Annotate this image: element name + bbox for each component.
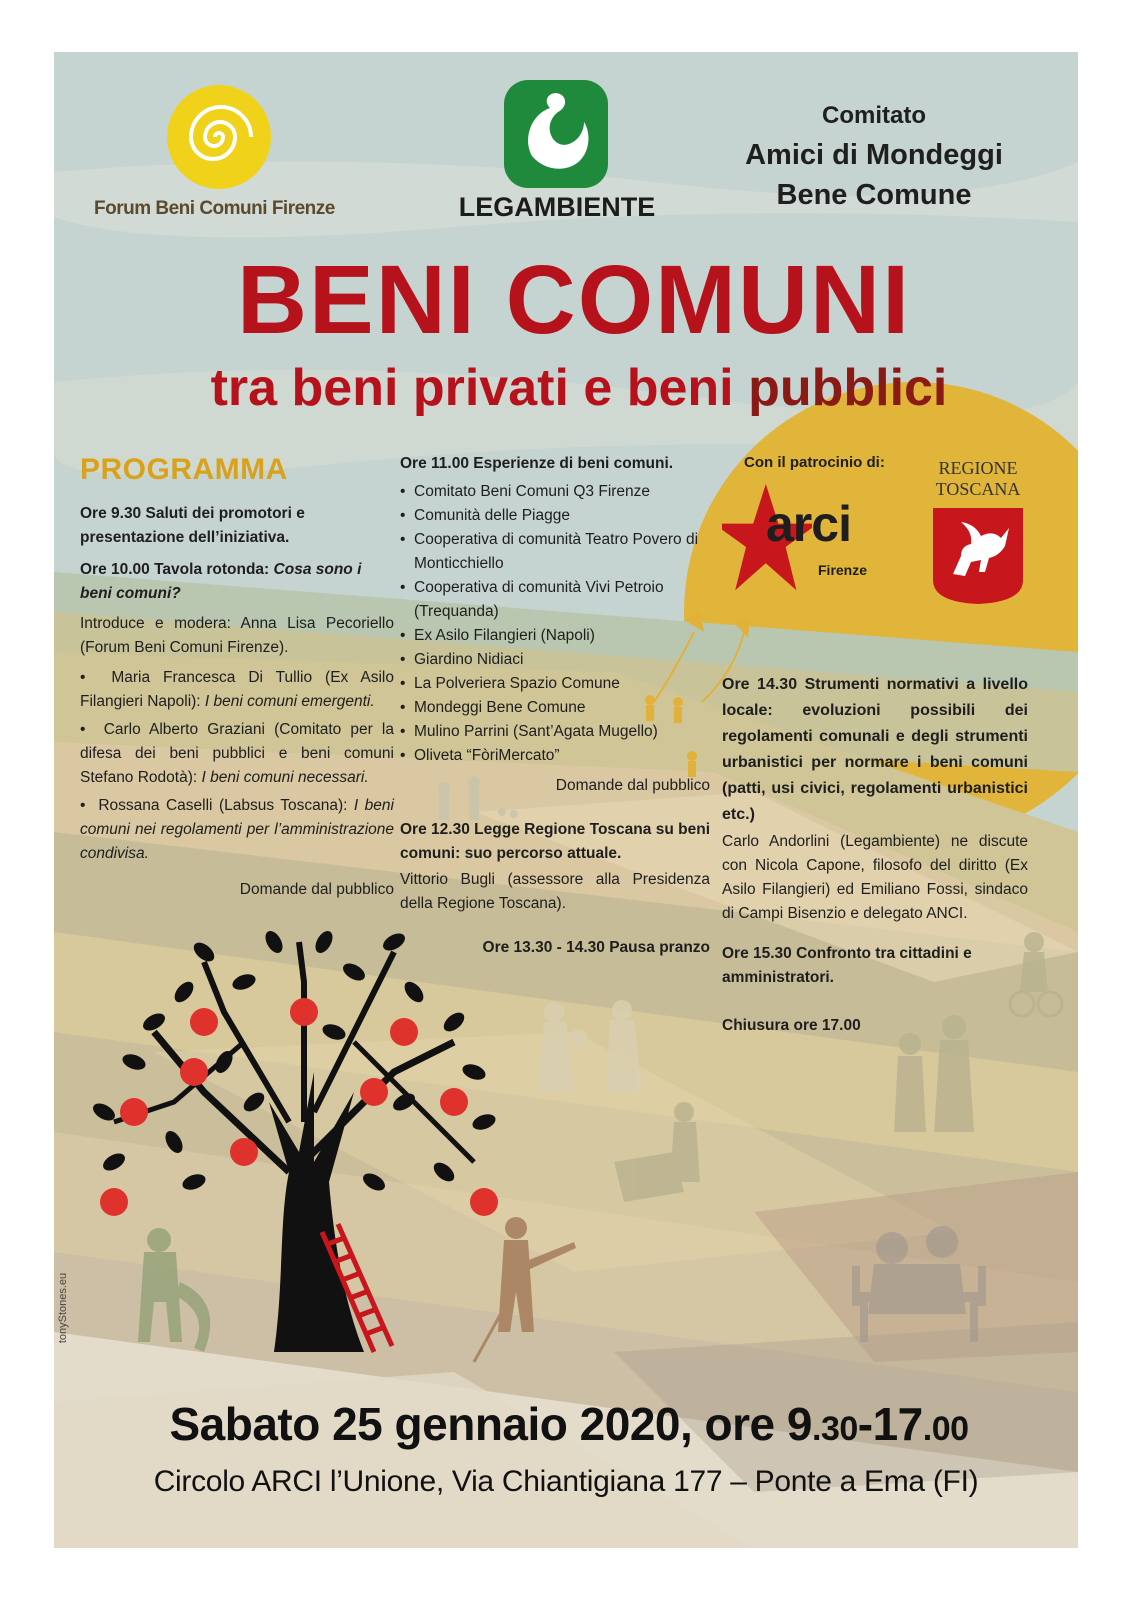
comitato-line2: Amici di Mondeggi (745, 139, 1003, 171)
list-item: • Mondeggi Bene Comune (400, 696, 710, 720)
list-item: • Comitato Beni Comuni Q3 Firenze (400, 480, 710, 504)
speaker-talk: I beni comuni necessari. (201, 769, 369, 786)
speaker-bullet: • (80, 669, 112, 686)
list-item: • Cooperativa di comunità Vivi Petroio (Trequanda) (400, 576, 710, 624)
list-item: • La Polveriera Spazio Comune (400, 672, 710, 696)
speaker-bullet: • (80, 797, 99, 814)
confronto: Ore 15.30 Confronto tra cittadini e amministratori. (722, 945, 972, 986)
subtitle-part2: pubblici (748, 359, 948, 417)
speaker-name: Maria Francesca Di Tullio (Ex Asilo Filangieri Napoli): (80, 669, 394, 710)
speaker-talk: I beni comuni nei regolamenti per l’amministrazione condivisa. (80, 797, 394, 862)
list-item: • Ex Asilo Filangieri (Napoli) (400, 624, 710, 648)
pausa-pranzo: Ore 13.30 - 14.30 Pausa pranzo (482, 939, 710, 956)
esperienze-heading: Ore 11.00 Esperienze di beni comuni. (400, 455, 674, 472)
patrocinio-label: Con il patrocinio di: (744, 454, 885, 471)
strumenti-text: Carlo Andorlini (Legambiente) ne discute con Nicola Capone, filosofo del diritto (Ex Asilo Filangieri) ed Emiliano Fossi, sindaco di Campi Bisenzio e delegato ANCI. (722, 833, 1028, 922)
date-main: Sabato 25 gennaio 2020, ore 9 (169, 1398, 813, 1450)
regione-line2: TOSCANA (935, 479, 1021, 499)
list-item: • Cooperativa di comunità Teatro Povero di Monticchiello (400, 528, 710, 576)
speaker-bullet: • (80, 721, 104, 738)
list-item: • Oliveta “FòriMercato” (400, 744, 710, 768)
chiusura: Chiusura ore 17.00 (722, 1017, 861, 1034)
poster (54, 52, 1078, 1548)
legge-speaker: Vittorio Bugli (assessore alla Presidenza della Regione Toscana). (400, 871, 710, 912)
middle-domande: Domande dal pubblico (555, 777, 710, 794)
arci-text: arci (766, 496, 851, 552)
legge-title: Ore 12.30 Legge Regione Toscana su beni comuni: suo percorso attuale. (400, 821, 710, 862)
item2-title-italic: Cosa sono i beni comuni? (80, 561, 362, 602)
illustrator-credit: tonyStones.eu (57, 1272, 70, 1344)
subtitle-part1: tra beni privati e beni (210, 359, 749, 417)
list-item: • Mulino Parrini (Sant’Agata Mugello) (400, 720, 710, 744)
speaker-talk: I beni comuni emergenti. (204, 693, 375, 710)
programma-heading: PROGRAMMA (80, 453, 288, 486)
event-place: Circolo ARCI l’Unione, Via Chiantigiana 177 – Ponte a Ema (FI) (153, 1465, 979, 1498)
comitato-line1: Comitato (822, 102, 926, 129)
date-dash: -17 (857, 1398, 923, 1450)
comitato-line3: Bene Comune (776, 179, 972, 211)
list-item: • Comunità delle Piagge (400, 504, 710, 528)
programma-domande: Domande dal pubblico (239, 881, 394, 898)
arci-city: Firenze (818, 562, 868, 578)
speaker-name: Rossana Caselli (Labsus Toscana): (98, 797, 354, 814)
regione-line1: REGIONE (938, 458, 1018, 478)
people-silhouettes (54, 52, 1078, 1548)
legambiente-label: LEGAMBIENTE (458, 192, 656, 222)
programma-item1: Ore 9.30 Saluti dei promotori e presentazione dell’iniziativa. (80, 505, 305, 546)
list-item: • Giardino Nidiaci (400, 648, 710, 672)
forum-logo-label: Forum Beni Comuni Firenze (94, 198, 335, 219)
main-title: BENI COMUNI (236, 245, 912, 354)
programma-intro: Introduce e modera: Anna Lisa Pecoriello (Forum Beni Comuni Firenze). (80, 615, 394, 656)
speaker-name: Carlo Alberto Graziani (Comitato per la difesa dei beni pubblici e beni comuni Stefano Rodotà): (80, 721, 394, 786)
strumenti-title: Ore 14.30 Strumenti normativi a livello locale: evoluzioni possibili dei regolamenti comunali e degli strumenti urbanistici per normare i beni comuni (patti, usi civici, regolamenti urbanistici etc.) (722, 676, 1028, 823)
item2-title: Ore 10.00 Tavola rotonda: (80, 561, 274, 578)
event-date (74, 1394, 1064, 1459)
date-time1: .30 (812, 1410, 858, 1448)
date-time2: .00 (922, 1410, 969, 1448)
